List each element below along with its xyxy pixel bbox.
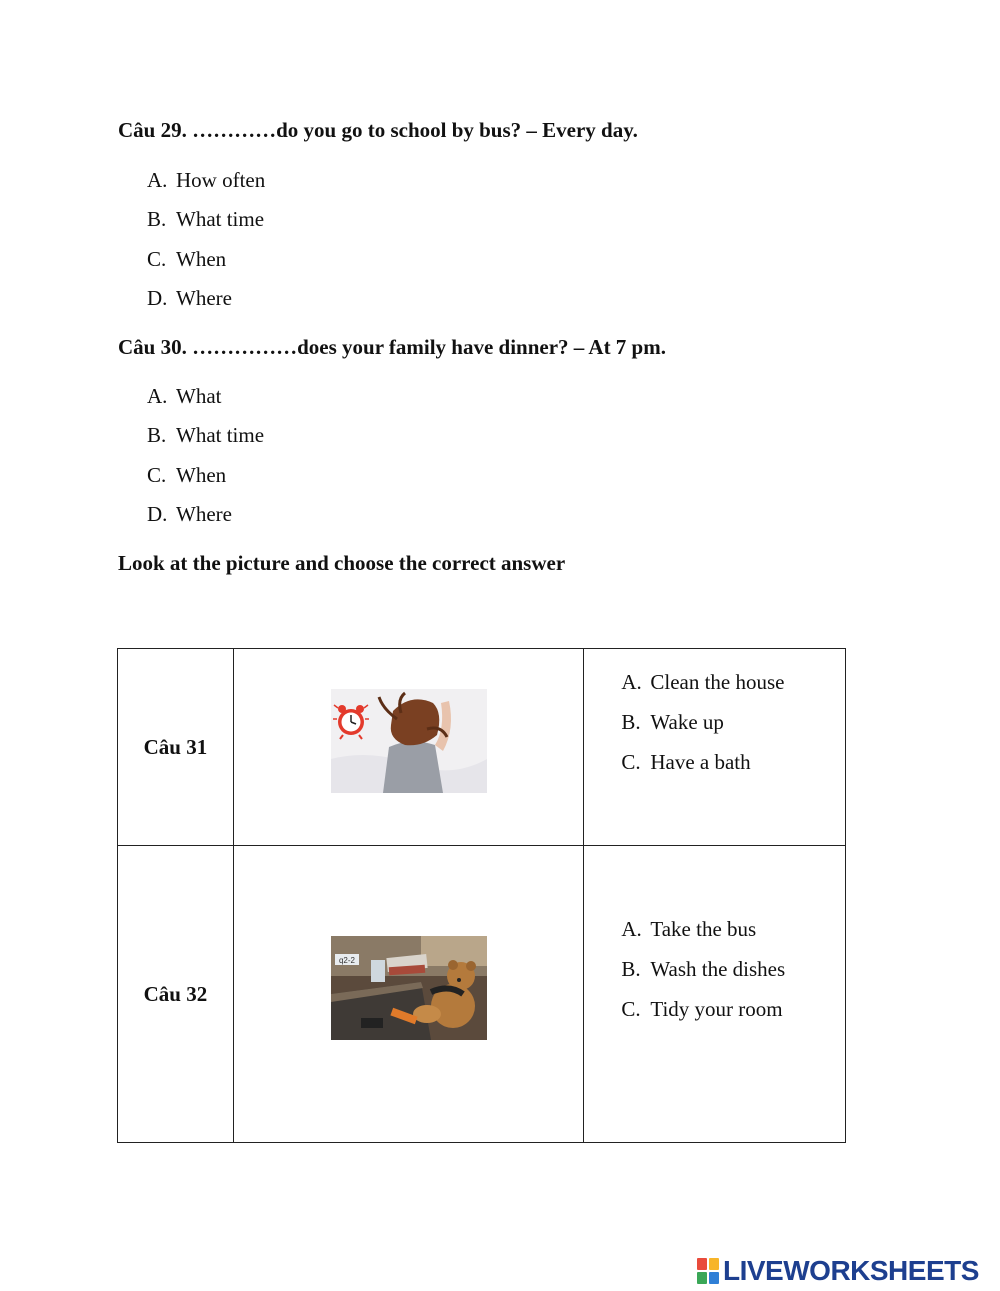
question-31-options-cell (584, 649, 846, 846)
option-letter: A. (147, 168, 168, 192)
option-letter: C. (147, 463, 167, 487)
question-31-picture-cell (233, 649, 583, 846)
picture-question-table (117, 648, 846, 1143)
option-letter: B. (621, 957, 641, 981)
q29-option-c[interactable] (147, 247, 226, 272)
question-32-label: Câu 32 (118, 846, 234, 1143)
option-text: Wash the dishes (650, 957, 786, 981)
option-text: Where (176, 502, 232, 526)
q29-option-b[interactable] (147, 207, 264, 232)
option-letter: C. (621, 997, 641, 1021)
option-text: Take the bus (650, 917, 757, 941)
option-letter: B. (621, 710, 641, 734)
option-text: What time (176, 423, 265, 447)
q30-option-c[interactable] (147, 463, 226, 488)
photo-tag: q2-2 (338, 956, 355, 965)
alarm-clock-sleeping-girl-icon (331, 689, 487, 793)
logo-text: LIVEWORKSHEETS (723, 1255, 979, 1286)
option-text: Wake up (650, 710, 724, 734)
q30-option-a[interactable] (147, 384, 221, 409)
q30-option-d[interactable] (147, 502, 232, 527)
question-31-label: Câu 31 (118, 649, 234, 846)
option-letter: A. (147, 384, 168, 408)
table-row (118, 649, 846, 846)
table-row (118, 846, 846, 1143)
q29-option-a[interactable] (147, 168, 265, 193)
option-letter: D. (147, 286, 168, 310)
option-text: What time (176, 207, 265, 231)
option-letter: C. (621, 750, 641, 774)
liveworksheets-logo-icon (697, 1258, 719, 1284)
sleeping-girl-alarm-photo (331, 689, 487, 793)
option-text: Tidy your room (650, 997, 783, 1021)
question-32-picture-cell (233, 846, 583, 1143)
q29-option-d[interactable] (147, 286, 232, 311)
question-29-title: Câu 29. …………do you go to school by bus? – Every day. (118, 118, 638, 142)
option-text: How often (176, 168, 266, 192)
option-text: Where (176, 286, 232, 310)
option-text: What (176, 384, 222, 408)
q31-option-a[interactable] (621, 662, 784, 702)
option-text: When (176, 247, 227, 271)
option-letter: B. (147, 207, 167, 231)
q32-option-c[interactable] (621, 989, 785, 1029)
liveworksheets-logo[interactable] (697, 1255, 979, 1287)
option-text: Clean the house (650, 670, 785, 694)
q31-option-b[interactable] (621, 702, 784, 742)
option-letter: A. (621, 670, 642, 694)
question-32-options-cell (584, 846, 846, 1143)
option-letter: D. (147, 502, 168, 526)
option-letter: C. (147, 247, 167, 271)
messy-room-photo (331, 936, 487, 1040)
q32-option-a[interactable] (621, 909, 785, 949)
q32-option-b[interactable] (621, 949, 785, 989)
section-instruction: Look at the picture and choose the correct answer (118, 551, 566, 575)
q30-option-b[interactable] (147, 423, 264, 448)
q31-option-c[interactable] (621, 742, 784, 782)
question-30-title: Câu 30. ……………does your family have dinner? – At 7 pm. (118, 335, 666, 359)
option-letter: B. (147, 423, 167, 447)
option-text: When (176, 463, 227, 487)
option-text: Have a bath (650, 750, 751, 774)
option-letter: A. (621, 917, 642, 941)
messy-room-teddy-bear-icon (331, 936, 487, 1040)
